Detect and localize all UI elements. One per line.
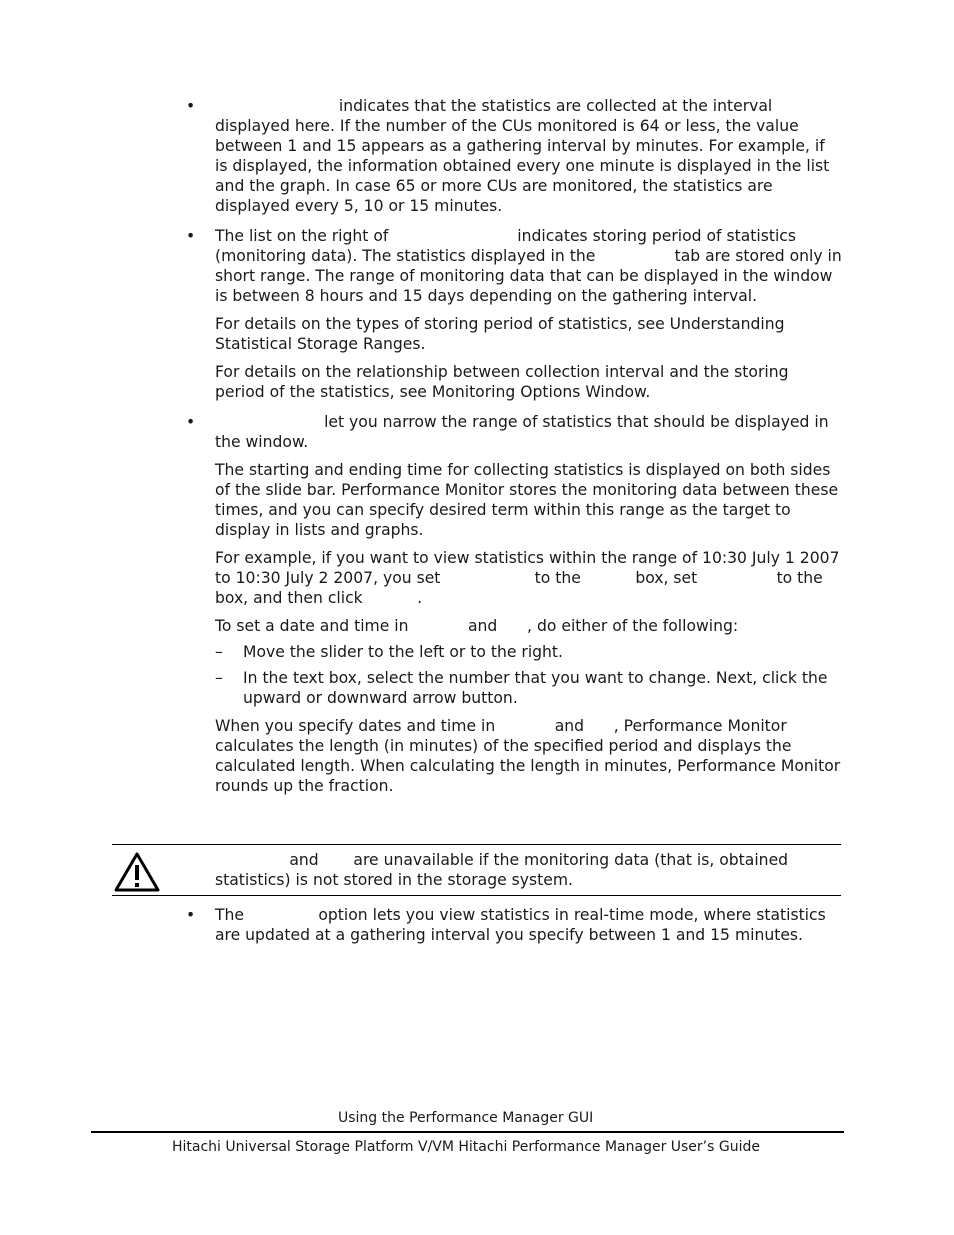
bullet-text: The list on the right of indicates storing period of statistics (monitoring data). The statistics displayed in the tab are stored only in short range. The range of monitoring data that can be displayed in the window is between 8 hours and 15 days depending on the gathering interval. [215,227,847,305]
caution-box [112,844,841,896]
dash-text: Move the slider to the left or to the right. [243,643,564,661]
after-caution [186,905,843,955]
caution-text: and are unavailable if the monitoring data (that is, obtained statistics) is not stored in the storage system. [215,851,794,889]
paragraph: For details on the types of storing period of statistics, see Understanding Statistical Storage Ranges. [215,315,785,353]
dash-symbol: – [215,669,223,687]
bullet-range [186,412,843,452]
dash-item [215,668,843,708]
bullet-text: indicates that the statistics are collected at the interval displayed here. If the number of the CUs monitored is 64 or less, the value between 1 and 15 appears as a gathering interval by minutes. For example, if is displayed, the information obtained every one minute is displayed in the list and the graph. In case 65 or more CUs are monitored, the statistics are displayed every 5, 10 or 15 minutes. [215,97,885,215]
bullet-gathering-interval [186,96,885,216]
footer-section-text: Using the Performance Manager GUI [338,1110,594,1126]
footer-guide-title: Hitachi Universal Storage Platform V/VM Hitachi Performance Manager User’s Guide [172,1139,760,1155]
dash-item [215,642,843,662]
bullet-text: let you narrow the range of statistics that should be displayed in the window. [215,413,834,451]
bullet-text: The option lets you view statistics in real-time mode, where statistics are updated at a gathering interval you specify between 1 and 15 minutes. [215,906,831,944]
bullet-symbol: • [186,413,196,431]
bullet-symbol: • [186,97,196,115]
paragraph: When you specify dates and time in and , Performance Monitor calculates the length (in minutes) of the specified period and displays the calculated length. When calculating the length in minutes, Performance Monitor rounds up the fraction. [215,717,846,795]
bullet-storing-period [186,226,847,306]
dash-symbol: – [215,643,223,661]
paragraph: For details on the relationship between collection interval and the storing period of the statistics, see Monitoring Options Window. [215,363,789,401]
main-content [186,96,885,804]
paragraph: To set a date and time in and , do either of the following: [215,617,739,635]
paragraph: The starting and ending time for collecting statistics is displayed on both sides of the slide bar. Performance Monitor stores the monitoring data between these times, and you can specify desired term within this range as the target to display in lists and graphs. [215,461,839,539]
footer-divider [91,1131,844,1133]
warning-triangle-icon [114,851,160,893]
dash-text: In the text box, select the number that you want to change. Next, click the upward or downward arrow button. [243,669,828,707]
bullet-realtime [186,905,843,945]
bullet-symbol: • [186,906,196,924]
paragraph: For example, if you want to view statistics within the range of 10:30 July 1 2007 to 10:30 July 2 2007, you set to the box, set to the box, and then click . [215,549,858,607]
bullet-symbol: • [186,227,196,245]
